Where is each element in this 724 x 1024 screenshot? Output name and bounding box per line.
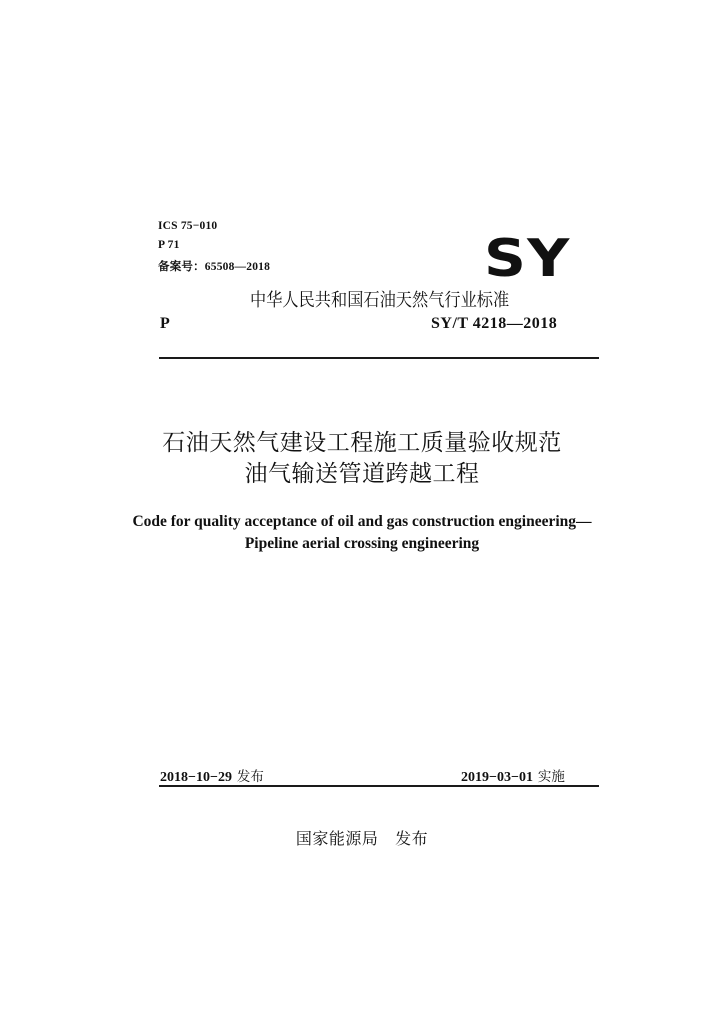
standard-type: 中华人民共和国石油天然气行业标准 [250,290,510,311]
issue-date [160,765,264,786]
implement-date-value: 2019−03−01 [461,770,533,785]
sy-logo: SY [484,229,571,289]
title-en-line1: Code for quality acceptance of oil and gas construction engineering— [132,513,592,530]
issue-label: 发布 [236,769,264,785]
ics-code: ICS 75−010 [158,220,218,232]
implement-date [461,765,565,786]
title-cn-line1: 石油天然气建设工程施工质量验收规范 [162,430,562,456]
publisher: 国家能源局 发布 [295,829,429,848]
implement-label: 实施 [537,769,565,785]
standard-number: SY/T 4218—2018 [431,315,558,332]
p-code: P 71 [158,239,180,251]
title-en-line2: Pipeline aerial crossing engineering [244,535,480,552]
title-cn-line2: 油气输送管道跨越工程 [244,461,480,487]
top-divider [159,357,599,359]
classification-code: P [160,315,170,332]
issue-date-value: 2018−10−29 [160,770,232,785]
bottom-divider [159,785,599,787]
record-number: 备案号：65508—2018 [158,261,271,273]
